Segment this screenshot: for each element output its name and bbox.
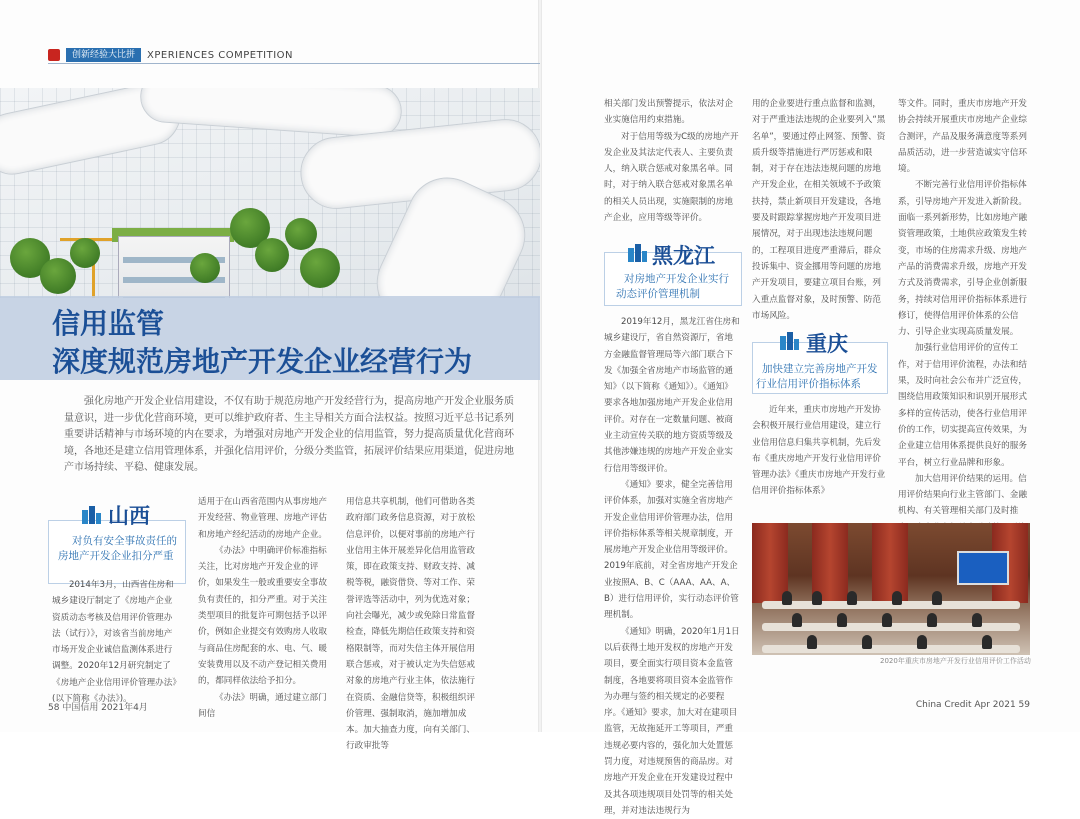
column-5b: 近年来，重庆市房地产开发协会积极开展行业信用建设，建立行业信用信息归集共享机制，先后发布《重庆房地产开发行业信用评价管理办法》《重庆市房地产开发行业信用评价指标体系》: [752, 405, 886, 497]
column-5: 用的企业要进行重点监督和监测，对于严重违法违规的企业要列入“黑名单”，要通过停止网签、预警、资质升级等措施进行严厉惩戒和限制，对于存在违法违规问题的房地产开发企业，在相关领域不予政策扶持，禁止新项目开发建设，各地要及时跟踪掌握房地产开发项目进展情况，对于出现违法违规问题的，工程项目进度严重滞后，群众投诉集中、资金挪用等问题的房地产开发项目，要建立项目台账，列入重点监督对象，及时预警、防范市场风险。: [752, 99, 886, 321]
article-title-line1: 信用监管: [52, 307, 165, 340]
footer-right: China Credit Apr 2021 59: [915, 700, 1030, 710]
section-header: [48, 48, 293, 62]
column-2: 适用于在山西省范围内从事房地产开发经营、物业管理、房地产评估和房地产经纪活动的房地产企业。 《办法》中明确评价标准指标关注，比对房地产开发企业的评价，如果发生一般或重要安全事故负有责任的，扣分严重。对于关注类型项目的批复许可期包括予以评价，例如企业提交有效购房人收取与商品住房配套的水、电、气、暖安装费用以及不动产登记相关费用的，都同样依法给予扣分。 《办法》明确，通过建立部门间信: [198, 497, 327, 719]
section-title-chongqing: 重庆: [806, 332, 848, 356]
column-4: 相关部门发出预警提示，依法对企业实施信用约束措施。 对于信用等级为C级的房地产开发企业及其法定代表人、主要负责人，纳入联合惩戒对象黑名单。同时，对于纳入联合惩戒对象黑名单的相关人员出现，实施限制的房地产企业，应用等级等评价。: [604, 99, 739, 224]
article-lead: 强化房地产开发企业信用建设，不仅有助于规范房地产开发经营行为，提高房地产开发企业服务质量意识，进一步优化营商环境，更可以维护政府者、生主导相关方面合法权益。按照习近平总书记系列重要讲话精神与市场环境的内在要求，为增强对房地产开发企业的信用监管，努力提高质量优化营商环境，各地还是建立信用管理体系，并强化信用评价，分级分类监管，拓展评价结果应用渠道，促进房地产市场持续、平稳、健康发展。: [64, 396, 514, 473]
header-divider: [48, 63, 540, 64]
building-icon: [778, 330, 800, 352]
article-title-line2: 深度规范房地产开发企业经营行为: [52, 345, 473, 378]
hero-image: [0, 88, 540, 298]
section-label-en: XPERIENCES COMPETITION: [147, 49, 294, 61]
section-subtitle-shanxi-1: 对负有安全事故责任的: [72, 535, 177, 547]
section-title-shanxi: 山西: [108, 504, 150, 528]
building-icon: [80, 504, 102, 526]
section-subtitle-chongqing-2: 行业信用评价指标体系: [756, 378, 861, 390]
column-4b: 2019年12月，黑龙江省住房和城乡建设厅，省自然资源厅，省地方金融监督管理局等六部门联合下发《加强全省房地产市场监管的通知》（以下简称《通知》）。《通知》要求各地加强房地产开发企业信用评价。对存在一定数量问题、被商业主动宣传关联的地方资质等级及其他涉嫌违规的房地产开发企业实行信用等级评价。 《通知》要求，健全完善信用评价体系，加强对实施全省房地产开发企业信用评价管理办法，信用评价指标体系等相关规章制度，开展房地产开发企业信用等级评价。2019年底前，对全省房地产开发企业按照A、B、C（AAA、AA、A、B）进行信用评价，实行动态评价管理机制。 《通知》明确，2020年1月1日以后获得土地开发权的房地产开发项目，要全面实行项目资本金监管制度，各地要将项目资本金监管作为办理与签约相关规定的必要程序。《通知》要求，加大对在建项目监管，无故拖延开工等项目，严重违规必要内容的，强化加大处置惩罚力度，对违规预售的商品房。对房地产开发企业在开发建设过程中及其各项违规项目处罚等的相关处理，并对违法违规行为: [604, 317, 740, 816]
section-subtitle-heilongjiang-1: 对房地产开发企业实行: [624, 273, 729, 285]
meeting-photo: [752, 523, 1030, 655]
section-subtitle-heilongjiang-2: 动态评价管理机制: [616, 288, 700, 300]
magazine-logo-icon: [48, 49, 60, 61]
footer-left: 58 中国信用 2021年4月: [48, 703, 148, 713]
section-label-cn: 创新经验大比拼: [66, 48, 141, 62]
section-subtitle-shanxi-2: 房地产开发企业扣分严重: [58, 550, 174, 562]
column-3: 用信息共享机制，他们可借助各类政府部门政务信息资源，对于放松信息评价，以便对事前的房地产行业信用主体开展差异化信用监管政策，即在政策支持、财政支持、减税等税，融资借贷、等对工作、荣誉评选等活动中，列为优选对象；向社会曝光，减少或免除日常监督检查，降低先期信任政策支持和资格限制等，而对失信主体开展信用联合惩戒，对于被认定为失信惩戒对象的房地产行业主体，依法施行在资质、金融信贷等，积极组织评价管理、强制取消，施加增加成本。加大抽查力度，向有关部门、行政审批等: [346, 497, 475, 752]
column-1: 2014年3月，山西省住房和城乡建设厅制定了《房地产企业资质动态考核及信用评价管理办法（试行）》，对该省当前房地产市场开发企业诚信监测体系进行调整。2020年12月研究制定了《房地产企业信用评价管理办法》(以下简称《办法》)。: [52, 580, 177, 705]
section-subtitle-chongqing-1: 加快建立完善房地产开发: [762, 363, 878, 375]
section-title-heilongjiang: 黑龙江: [652, 244, 715, 268]
photo-caption: 2020年重庆市房地产开发行业信用评价工作活动: [880, 657, 1031, 665]
column-6: 等文件。同时，重庆市房地产开发协会持续开展重庆市房地产企业综合测评，产品及服务满意度等系列品质活动，进一步营造诚实守信环境。 不断完善行业信用评价指标体系，引导房地产开发进入新阶段。面临一系列新形势，比如房地产融资管理政策，土地供应政策发生转变，市场的住房需求升级、房地产产品的消费需求升级，房地产开发方式及消费需求，引导企业创新服务，持续对信用评价指标体系进行修订，使得信用评价体系的公信力、引导企业实现高质量发展。 加强行业信用评价的宣传工作，对于信用评价流程，办法和结果，及时向社会公布并广泛宣传，围绕信用政策知识和识别开展形式多样的宣传活动，使各行业信用评价的工作，切实提高宣传效果，为企业建立信用体系提供良好的服务平台，树立行业品牌和形象。 加大信用评价结果的运用。信用评价结果向行业主管部门、金融机构、有关管理相关部门及时推: [898, 99, 1027, 517]
building-icon: [626, 242, 648, 264]
